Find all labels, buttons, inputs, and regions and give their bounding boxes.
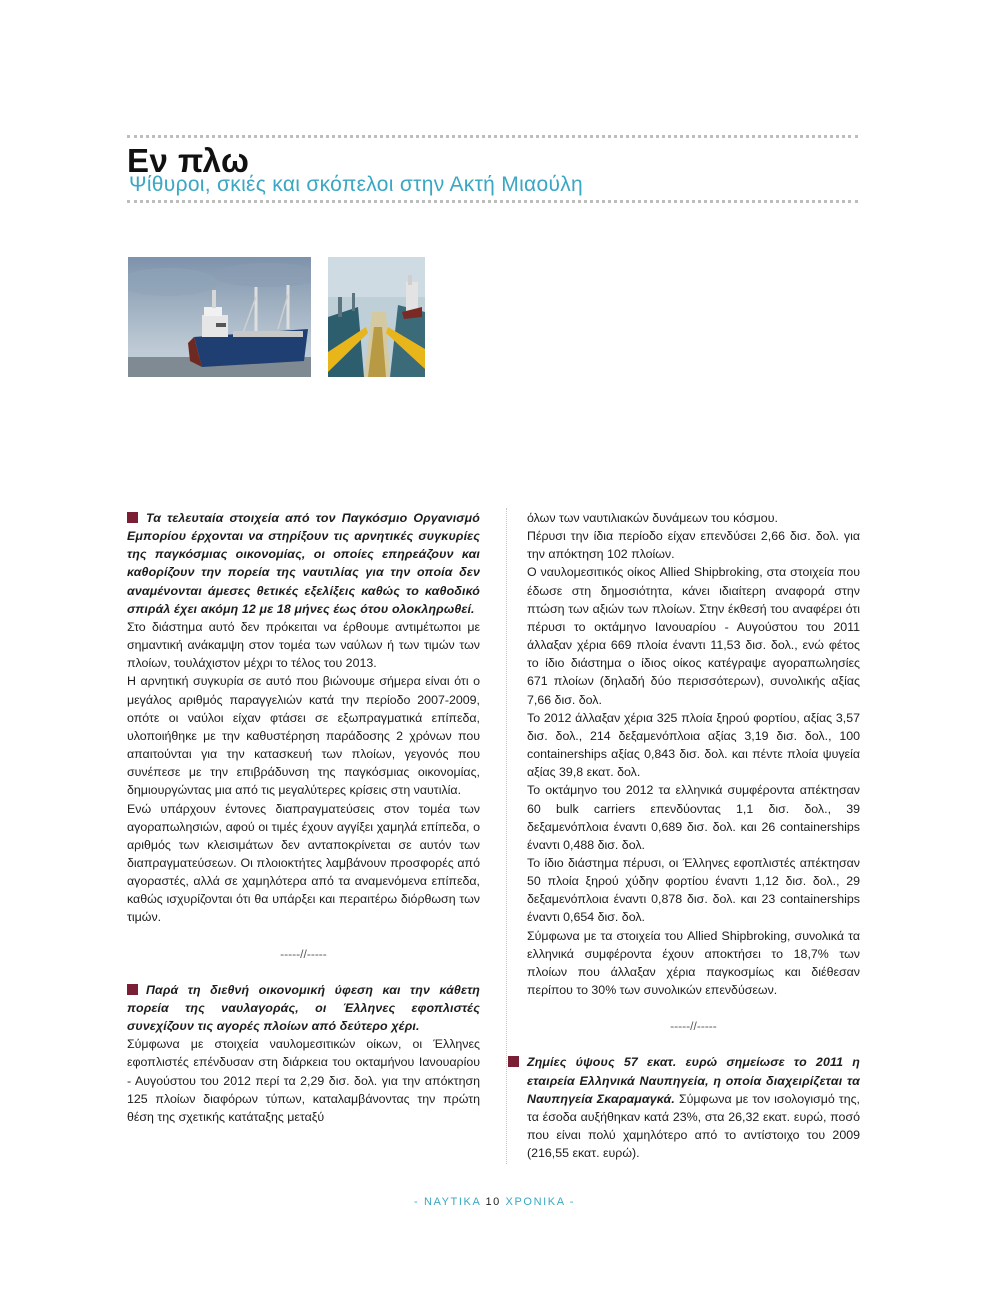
right-column [527, 509, 860, 1162]
article-block-lead: Τα τελευταία στοιχεία από τον Παγκόσμιο Οργανισμό Εμπορίου έρχονται να στηρίξουν τις αρνητικές συγκυρίες της παγκόσμιας οικονομίας, οι οποίες επηρεάζουν και καθορίζουν την πορεία της ναυτιλίας για την οποία δεν αναμένονται άμεσες θετικές εξελίξεις καθώς το καθοδικό σπιράλ έχει ακόμη 12 με 18 μήνες έως ότου ολοκληρωθεί. [127, 511, 480, 616]
paragraph: Σύμφωνα με τα στοιχεία του Allied Shipbroking, συνολικά τα ελληνικά συμφέροντα έχουν αποκτήσει το 18,7% των πλοίων που άλλαξαν χέρια παγκοσμίως και διέθεσαν περίπου το 30% των συνολικών επενδύσεων. [527, 928, 860, 998]
bullet-square-icon [127, 512, 138, 523]
article-block-lead: Παρά τη διεθνή οικονομική ύφεση και την κάθετη πορεία της ναυλαγοράς, οι Έλληνες εφοπλιστές συνεχίζουν τις αγορές πλοίων από δεύτερο χέρι. [127, 982, 480, 1034]
page-title: Εν πλω [127, 142, 250, 179]
cargo-ship-photo [128, 257, 311, 377]
bottom-dotted-rule [127, 200, 858, 203]
footer-left-text: - ΝΑΥΤΙΚΑ [414, 1196, 481, 1208]
footer-right-text: ΧΡΟΝΙΚΑ - [505, 1196, 575, 1208]
paragraph: Το 2012 άλλαξαν χέρια 325 πλοία ξηρού φορτίου, αξίας 3,57 δισ. δολ., 214 δεξαμενόπλοια αξίας 3,19 δισ. δολ., 100 containerships αξίας 0,843 δισ. δολ. και πέντε πλοία ψυγεία αξίας 39,8 εκατ. δολ. [527, 710, 860, 780]
left-column [127, 509, 480, 1126]
paragraph: Ο ναυλομεσιτικός οίκος Allied Shipbroking, στα στοιχεία που έδωσε στη δημοσιότητα, κάνει ιδιαίτερη αναφορά στην πτώση των αξιών των πλοίων. Στην έκθεσή του αναφέρει ότι πέρυσι το οκτάμηνο Ιανουαρίου - Αυγούστου του 2011 άλλαξαν χέρια 669 πλοία έναντι 11,53 δισ. δολ., ενώ φέτος το ίδιο διάστημα ο ίδιος οίκος κατέγραψε αγοραπωλησίες 671 πλοίων (δηλαδή δύο περισσότερων), συνολικής αξίας 7,66 δισ. δολ. [527, 565, 860, 707]
paragraph: Στο διάστημα αυτό δεν πρόκειται να έρθουμε αντιμέτωποι με σημαντική ανάκαμψη στον τομέα των ναύλων ή των τιμών των πλοίων, τουλάχιστον μέχρι το τέλος του 2013. [127, 619, 480, 671]
section-separator: -----//----- [670, 1019, 717, 1034]
paragraph: Το οκτάμηνο του 2012 τα ελληνικά συμφέροντα απέκτησαν 60 bulk carriers επενδύοντας 1,1 δισ. δολ., 39 δεξαμενόπλοια έναντι 0,689 δισ. δολ. και 26 containerships έναντι 0,488 δισ. δολ. [527, 783, 860, 852]
paragraph: Η αρνητική συγκυρία σε αυτό που βιώνουμε σήμερα είναι ότι ο μεγάλος αριθμός παραγγελιών κατά την περίοδο 2007-2009, οπότε οι ναύλοι είχαν φτάσει σε εξωπραγματικά επίπεδα, υλοποιήθηκε με την καθυστέρηση παράδοσης 2 χρόνων που απαιτούνται για την κατασκευή των πλοίων, γεγονός που συνέπεσε με την επιβράδυνση της παγκόσμιας οικονομίας, δημιουργώντας μια από τις μεγαλύτερες κρίσεις στη ναυτιλία. [127, 674, 480, 798]
paragraph: Το ίδιο διάστημα πέρυσι, οι Έλληνες εφοπλιστές απέκτησαν 50 πλοία ξηρού χύδην φορτίου έναντι 1,12 δισ. δολ., 29 δεξαμενόπλοια έναντι 0,878 δισ. δολ. και 23 containerships έναντι 0,654 δισ. δολ. [527, 855, 860, 925]
paragraph: Σύμφωνα με στοιχεία ναυλομεσιτικών οίκων, οι Έλληνες εφοπλιστές επένδυσαν στη διάρκεια του οκταμήνου Ιανουαρίου - Αυγούστου του 2012 περί τα 2,29 δισ. δολ. για την απόκτηση 125 πλοίων διαφόρων τύπων, καταλαμβάνοντας την πρώτη θέση της σχετικής κατάταξης μεταξύ [127, 1037, 480, 1124]
bullet-square-icon [508, 1056, 519, 1067]
article-block-lead: Ζημίες ύψους 57 εκατ. ευρώ σημείωσε το 2011 η εταιρεία Ελληνικά Ναυπηγεία, η οποία διαχειρίζεται τα Ναυπηγεία Σκαραμαγκά. Σύμφωνα με τον ισολογισμό της, τα έσοδα αυξήθηκαν κατά 23%, στα 26,32 εκατ. ευρώ, ποσό που είναι πολύ χαμηλότερο από το αντίστοιχο του 2009 (216,55 εκατ. ευρώ). [527, 1053, 860, 1162]
page-subtitle: Ψίθυροι, σκιές και σκόπελοι στην Ακτή Μιαούλη [129, 173, 584, 196]
paragraph: όλων των ναυτιλιακών δυνάμεων του κόσμου. [527, 511, 778, 525]
page-footer [0, 1196, 989, 1208]
column-divider [506, 508, 507, 1164]
top-dotted-rule [127, 135, 858, 138]
paragraph: Πέρυσι την ίδια περίοδο είχαν επενδύσει 2,66 δισ. δολ. για την απόκτηση 102 πλοίων. [527, 529, 860, 562]
paragraph: Ενώ υπάρχουν έντονες διαπραγματεύσεις στον τομέα των αγοραπωλησιών, αφού οι τιμές έχουν αγγίξει χαμηλά επίπεδα, ο αριθμός των κλεισιμάτων δεν ανταποκρίνεται σε αυτόν των διαπραγματεύσεων. Οι πλοιοκτήτες λαμβάνουν προσφορές από αγοραστές, αλλά σε χαμηλότερα από τα αναμενόμενα επίπεδα, καθώς ισχυρίζονται ότι θα υπάρξει και περαιτέρω διόρθωση των τιμών. [127, 801, 480, 925]
section-separator: -----//----- [280, 946, 327, 961]
shipyard-dock-photo [328, 257, 425, 377]
page-number: 10 [485, 1196, 501, 1208]
bullet-square-icon [127, 984, 138, 995]
